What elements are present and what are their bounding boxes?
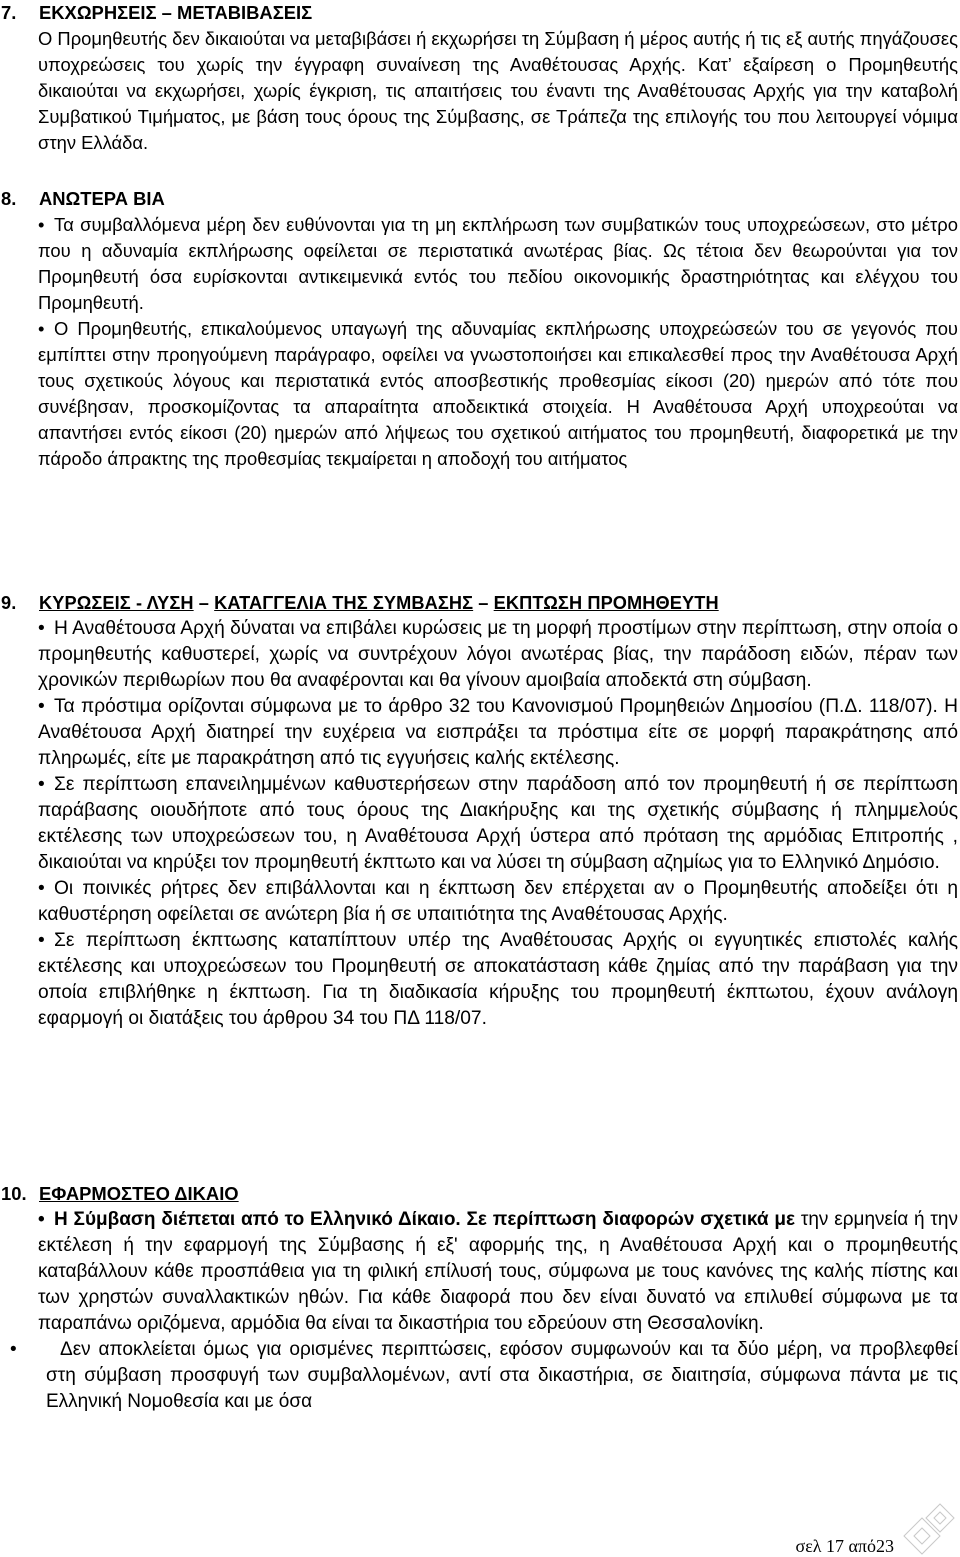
bullet-marker: • bbox=[38, 618, 45, 639]
bullet-marker: • bbox=[38, 774, 45, 795]
bullet-marker: • bbox=[10, 1339, 17, 1360]
section-title: ΑΝΩΤΕΡΑ ΒΙΑ bbox=[39, 188, 165, 209]
bullet-paragraph: • Η Σύμβαση διέπεται από το Ελληνικό Δίκαιο. Σε περίπτωση διαφορών σχετικά με την ερμηνεία ή την εκτέλεση ή την εφαρμογή της Σύμβασης ή εξ' αφορμής της, η Αναθέτουσα Αρχή και ο προμηθευτής καταβάλλουν κάθε προσπάθεια για τη φιλική επίλυσή τους, σύμφωνα με τους κανόνες της καλής πίστης και των χρηστών συναλλακτικών ηθών. Για κάθε διαφορά που δεν είναι δυνατό να επιλυθεί σύμφωνα με τα παραπάνω οριζόμενα, αρμόδια θα είναι τα δικαστήρια του εδρεύουν στη Θεσσαλονίκη. bbox=[38, 1209, 958, 1334]
bullet-marker: • bbox=[38, 930, 45, 951]
page-number: σελ 17 από23 bbox=[795, 1536, 894, 1556]
corner-decoration-icon bbox=[900, 1494, 956, 1556]
section-title-part: ΚΑΤΑΓΓΕΛΙΑ ΤΗΣ ΣΥΜΒΑΣΗΣ bbox=[214, 593, 474, 613]
section-number: 9. bbox=[1, 593, 17, 613]
bullet-marker: • bbox=[38, 318, 45, 339]
bullet-paragraph: • Δεν αποκλείεται όμως για ορισμένες περιπτώσεις, εφόσον συμφωνούν και τα δύο μέρη, να προβλεφθεί στη σύμβαση προσφυγή των συμβαλλομένων, αντί στα δικαστήρια, σε διαιτησία, σύμφωνα πάντα με τις Ελληνική Νομοθεσία και με όσα bbox=[10, 1339, 958, 1412]
section-title-part: ΚΥΡΩΣΕΙΣ - ΛΥΣΗ bbox=[39, 593, 194, 613]
section-heading bbox=[0, 590, 958, 616]
section-10 bbox=[0, 1181, 958, 1415]
section-body bbox=[38, 26, 958, 156]
section-body bbox=[38, 212, 958, 472]
bullet-paragraph: • Τα πρόστιμα ορίζονται σύμφωνα με το άρθρο 32 του Κανονισμού Προμηθειών Δημοσίου (Π.Δ. 118/07). Η Αναθέτουσα Αρχή διατηρεί την ευχέρεια να εισπράξει τα πρόστιμα είτε σε μορφή παρακράτησης από πληρωμές, είτε με παρακράτηση από τις εγγυήσεις καλής εκτέλεσης. bbox=[38, 696, 958, 769]
bullet-marker: • bbox=[38, 878, 45, 899]
bullet-marker: • bbox=[38, 214, 45, 235]
bullet-marker: • bbox=[38, 696, 45, 717]
section-title: ΕΚΧΩΡΗΣΕΙΣ – ΜΕΤΑΒΙΒΑΣΕΙΣ bbox=[39, 2, 313, 23]
bullet-paragraph: • Η Αναθέτουσα Αρχή δύναται να επιβάλει κυρώσεις με τη μορφή προστίμων στην περίπτωση, στην οποία ο προμηθευτής καθυστερεί, χωρίς να συντρέχουν λόγοι ανωτέρας βίας, την παράδοση ειδών, πέραν των χρονικών περιθωρίων που θα αναφέρονται και θα γίνουν αμοιβαία αποδεκτά στη σύμβαση. bbox=[38, 618, 958, 691]
section-title-part: ΕΚΠΤΩΣΗ ΠΡΟΜΗΘΕΥΤΗ bbox=[493, 593, 719, 613]
bold-lead: Η Σύμβαση διέπεται από το Ελληνικό Δίκαιο. Σε περίπτωση διαφορών σχετικά με bbox=[54, 1209, 796, 1230]
bullet-paragraph: • Τα συμβαλλόμενα μέρη δεν ευθύνονται για τη μη εκπλήρωση των συμβατικών τους υποχρεώσεων, στο μέτρο που η αδυναμία εκπλήρωσης οφείλεται σε περιστατικά ανωτέρας βίας. Ως τέτοια δεν θεωρούνται για τον Προμηθευτή όσα ευρίσκονται αντικειμενικά εντός του πεδίου οικονομικής δραστηριότητας και ελέγχου του Προμηθευτή. bbox=[38, 214, 958, 313]
title-separator: – bbox=[193, 593, 215, 613]
bullet-paragraph: • Οι ποινικές ρήτρες δεν επιβάλλονται και η έκπτωση δεν επέρχεται αν ο Προμηθευτής αποδείξει ότι η καθυστέρηση οφείλεται σε ανώτερη βία ή σε υπαιτιότητα της Αναθέτουσας Αρχής. bbox=[38, 878, 958, 925]
section-7 bbox=[0, 0, 958, 156]
bullet-paragraph: • Ο Προμηθευτής, επικαλούμενος υπαγωγή της αδυναμίας εκπλήρωσης υποχρεώσεών του σε γεγονός που εμπίπτει στην προηγούμενη παράγραφο, οφείλει να γνωστοποιήσει και επικαλεσθεί προς την Αναθέτουσα Αρχή τους σχετικούς λόγους και περιστατικά εντός αποσβεστικής προθεσμίας είκοσι (20) ημερών από τότε που συνέβησαν, προσκομίζοντας τα απαραίτητα αποδεικτικά στοιχεία. Η Αναθέτουσα Αρχή υποχρεούται να απαντήσει εντός είκοσι (20) ημερών από λήψεως του σχετικού αιτήματος του προμηθευτή, διαφορετικά με την πάροδο άπρακτης της προθεσμίας τεκμαίρεται η αποδοχή του αιτήματος bbox=[38, 318, 958, 469]
section-heading bbox=[0, 0, 958, 26]
section-body bbox=[38, 616, 958, 1032]
section-8 bbox=[0, 186, 958, 472]
section-number: 10. bbox=[1, 1183, 27, 1204]
bullet-paragraph: • Σε περίπτωση επανειλημμένων καθυστερήσεων στην παράδοση από τον προμηθευτή ή σε περίπτωση παράβασης οιουδήποτε από τους όρους της Διακήρυξης και της σχετικής σύμβασης ή πλημμελούς εκτέλεσης των υποχρεώσεων του, η Αναθέτουσα Αρχή ύστερα από πρόταση της αρμόδιας Επιτροπής , δικαιούται να κηρύξει τον προμηθευτή έκπτωτο και να λύσει τη σύμβαση αζημίως για το Ελληνικό Δημόσιο. bbox=[38, 774, 958, 873]
section-body bbox=[38, 1207, 958, 1337]
section-title: ΕΦΑΡΜΟΣΤΕΟ ΔΙΚΑΙΟ bbox=[39, 1183, 239, 1204]
bullet-marker: • bbox=[38, 1209, 45, 1230]
paragraph: Ο Προμηθευτής δεν δικαιούται να μεταβιβάσει ή εκχωρήσει τη Σύμβαση ή μέρος αυτής ή τις εξ αυτής πηγάζουσες υποχρεώσεις του χωρίς την έγγραφη συναίνεση της Αναθέτουσας Αρχής. Κατ’ εξαίρεση ο Προμηθευτής δικαιούται να εκχωρήσει, χωρίς έγκριση, τις απαιτήσεις του έναντι της Αναθέτουσας Αρχής για την καταβολή Συμβατικού Τιμήματος, με βάση τους όρους της Σύμβασης, σε Τράπεζα της επιλογής του που λειτουργεί νόμιμα στην Ελλάδα. bbox=[38, 28, 958, 153]
bullet-paragraph: • Σε περίπτωση έκπτωσης καταπίπτουν υπέρ της Αναθέτουσας Αρχής οι εγγυητικές επιστολές καλής εκτέλεσης και υποχρεώσεων του Προμηθευτή σε αποκατάσταση κάθε ζημίας από την παράβαση για την οποία επιβλήθηκε η έκπτωση. Για τη διαδικασία κήρυξης του προμηθευτή έκπτωτου, έχουν ανάλογη εφαρμογή οι διατάξεις του άρθρου 34 του ΠΔ 118/07. bbox=[38, 930, 958, 1029]
section-heading bbox=[0, 186, 958, 212]
title-separator: – bbox=[473, 593, 494, 613]
section-number: 7. bbox=[1, 2, 17, 23]
section-number: 8. bbox=[1, 188, 17, 209]
section-heading bbox=[0, 1181, 958, 1207]
section-9 bbox=[0, 590, 958, 1032]
